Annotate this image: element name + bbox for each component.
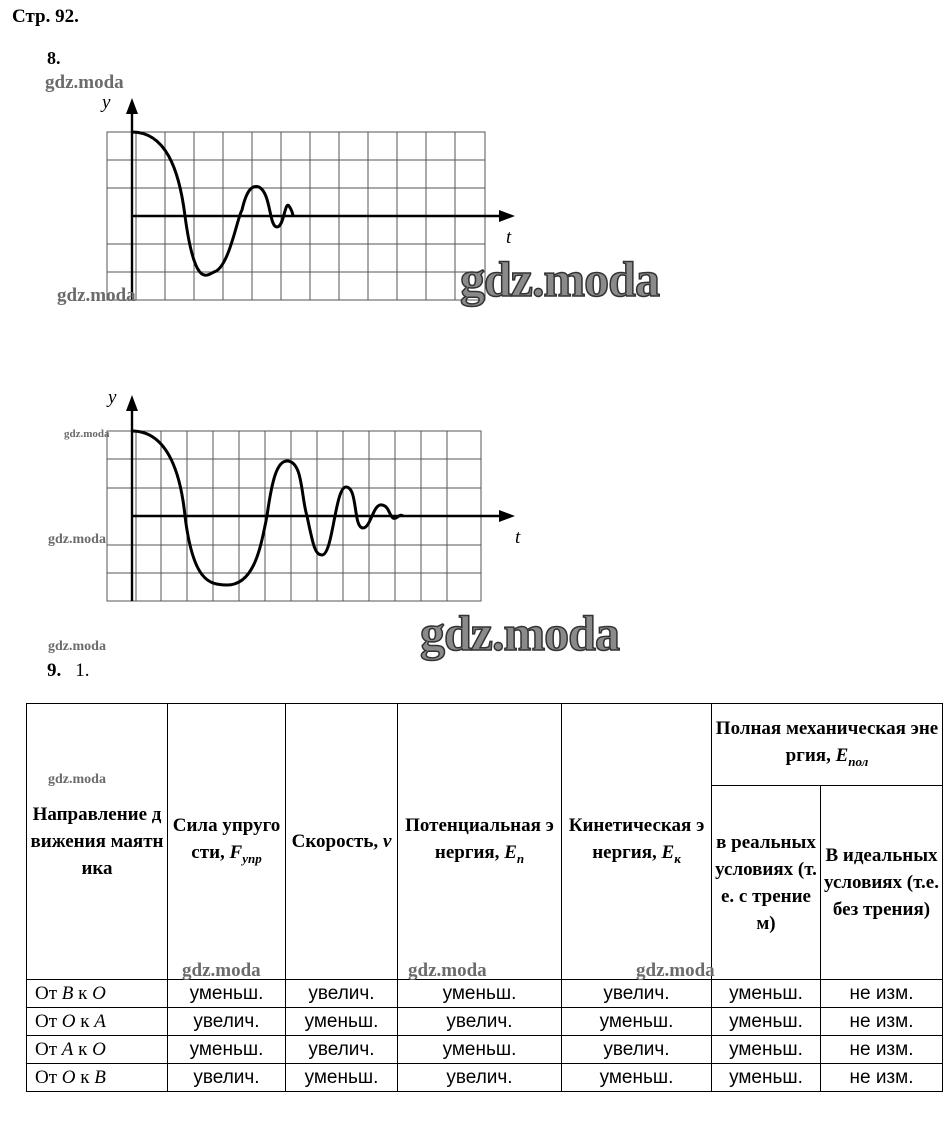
header-total-text: Полная механическая энергия, [715, 717, 939, 766]
watermark: gdz.moda [48, 532, 106, 547]
header-kinetic [562, 704, 712, 980]
direction-to: O [92, 982, 106, 1004]
potential-cell: увелич. [398, 1064, 562, 1092]
header-total-symbol: $E_{пол}$ [835, 744, 869, 769]
header-speed-text: Скорость, [291, 831, 383, 852]
table-row [27, 980, 943, 1008]
graph-2-y-label: y [108, 387, 117, 408]
task-9-subnumber: 1. [75, 660, 90, 681]
table-row [27, 1064, 943, 1092]
ideal-cell: не изм. [821, 1036, 943, 1064]
header-kinetic-text: Кинетическая энергия, [568, 814, 705, 863]
force-cell: уменьш. [168, 1036, 286, 1064]
task-9-label [47, 660, 90, 682]
header-direction: Направление движения маятника [27, 704, 168, 980]
header-force [168, 704, 286, 980]
force-cell: уменьш. [168, 980, 286, 1008]
real-cell: уменьш. [712, 980, 821, 1008]
header-potential-symbol: $E_п$ [504, 841, 525, 866]
table-body [27, 980, 943, 1092]
graph-2-curve [132, 431, 403, 585]
watermark: gdz.moda [45, 72, 124, 93]
direction-to: B [94, 1066, 106, 1088]
direction-from: O [61, 1010, 76, 1032]
pendulum-energy-table [26, 703, 943, 1092]
header-speed-symbol: v [382, 831, 392, 852]
watermark: gdz.moda [48, 772, 106, 787]
task-9-number: 9. [47, 660, 62, 681]
task-8-label: 8. [47, 48, 61, 68]
watermark: gdz.moda [57, 285, 136, 306]
table-row [27, 1008, 943, 1036]
force-cell: увелич. [168, 1008, 286, 1036]
direction-cell [27, 980, 168, 1008]
direction-to-word: к [80, 1010, 90, 1032]
header-speed [286, 704, 398, 980]
direction-cell [27, 1064, 168, 1092]
header-real-conditions: в реальных условиях (т.е. с трением) [712, 786, 821, 980]
watermark: gdz.moda [48, 639, 106, 654]
speed-cell: увелич. [286, 1036, 398, 1064]
direction-from-word: От [35, 1066, 58, 1088]
speed-cell: увелич. [286, 980, 398, 1008]
page-header: Стр. 92. [12, 6, 79, 27]
watermark: gdz.moda [636, 960, 715, 981]
direction-to-word: к [78, 982, 88, 1004]
real-cell: уменьш. [712, 1036, 821, 1064]
watermark: gdz.moda [64, 428, 110, 440]
table-row [27, 1036, 943, 1064]
direction-cell [27, 1036, 168, 1064]
watermark-large: gdz.moda [420, 605, 619, 661]
graph-1-y-label: y [102, 92, 111, 113]
direction-to-word: к [80, 1066, 90, 1088]
header-ideal-conditions: В идеальных условиях (т.е. без трения) [821, 786, 943, 980]
header-potential-text: Потенциальная энергия, [405, 814, 554, 863]
header-total-energy [712, 704, 943, 786]
real-cell: уменьш. [712, 1064, 821, 1092]
force-cell: увелич. [168, 1064, 286, 1092]
direction-from-word: От [35, 1010, 58, 1032]
direction-to: A [94, 1010, 106, 1032]
ideal-cell: не изм. [821, 980, 943, 1008]
direction-to-word: к [78, 1038, 88, 1060]
direction-from: B [61, 982, 74, 1004]
direction-from: A [61, 1038, 74, 1060]
header-force-text: Сила упругости, [172, 814, 281, 863]
kinetic-cell: уменьш. [562, 1008, 712, 1036]
damped-oscillation-graph-2 [95, 385, 535, 610]
kinetic-cell: уменьш. [562, 1064, 712, 1092]
graph-1-curve [132, 132, 293, 275]
header-kinetic-symbol: $E_к$ [661, 841, 681, 866]
speed-cell: уменьш. [286, 1064, 398, 1092]
kinetic-cell: увелич. [562, 1036, 712, 1064]
ideal-cell: не изм. [821, 1064, 943, 1092]
kinetic-cell: увелич. [562, 980, 712, 1008]
graph-2-axes [126, 395, 515, 601]
direction-to: O [92, 1038, 106, 1060]
potential-cell: увелич. [398, 1008, 562, 1036]
graph-2-x-label: t [515, 527, 521, 548]
watermark-large: gdz.moda [460, 251, 659, 307]
direction-from: O [61, 1066, 76, 1088]
ideal-cell: не изм. [821, 1008, 943, 1036]
header-force-symbol: $F_{упр}$ [229, 841, 262, 866]
direction-cell [27, 1008, 168, 1036]
potential-cell: уменьш. [398, 980, 562, 1008]
watermark: gdz.moda [182, 960, 261, 981]
real-cell: уменьш. [712, 1008, 821, 1036]
direction-from-word: От [35, 982, 58, 1004]
potential-cell: уменьш. [398, 1036, 562, 1064]
graph-1-axes [126, 98, 515, 300]
direction-from-word: От [35, 1038, 58, 1060]
watermark: gdz.moda [408, 960, 487, 981]
header-potential [398, 704, 562, 980]
speed-cell: уменьш. [286, 1008, 398, 1036]
graph-1-x-label: t [506, 227, 512, 248]
